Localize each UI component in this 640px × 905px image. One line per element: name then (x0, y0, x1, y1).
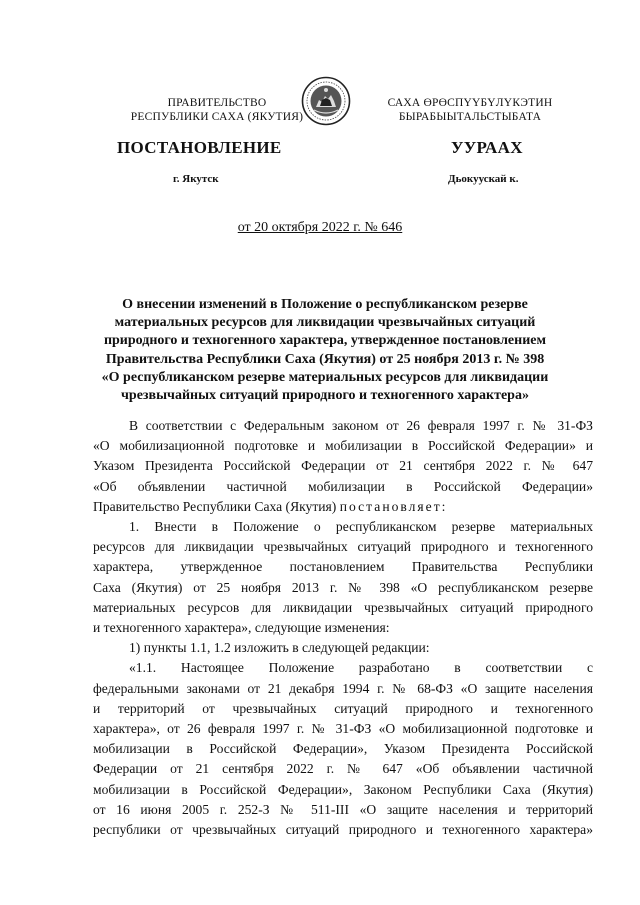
body-line: и техногенного характера», следующие изменения: (93, 620, 390, 636)
body-line: ресурсов для ликвидации чрезвычайных ситуаций природного и техногенного (93, 539, 593, 555)
date-number-line: от 20 октября 2022 г. № 646 (237, 220, 403, 235)
doc-type-ru: ПОСТАНОВЛЕНИЕ (117, 138, 282, 157)
body-line: и территорий от чрезвычайных ситуаций природного и техногенного (93, 700, 593, 716)
title-line: О внесении изменений в Положение о республиканском резерве (122, 297, 528, 312)
body-line: В соответствии с Федеральным законом от 26 февраля 1997 г. № 31-ФЗ (129, 418, 593, 433)
body-line: мобилизации в Российской Федерации», Законом Республики Саха (Якутия) (93, 781, 593, 797)
header-sah-line2: БЫРАБЫЫТАЛЬСТЫБАТА (398, 111, 542, 123)
body-line: мобилизации в Российской Федерации», Указом Президента Российской (93, 741, 593, 757)
body-line: «О мобилизационной подготовке и мобилизации в Российской Федерации» и (93, 438, 593, 454)
header-sah (350, 96, 590, 124)
body-line: Саха (Якутия) от 25 ноября 2013 г. № 398 «О республиканском резерве (93, 579, 593, 595)
body-line: федеральными законами от 21 декабря 1994 г. № 68-ФЗ «О защите населения (93, 680, 593, 696)
body-line-part: Правительство Республики Саха (Якутия) (93, 498, 340, 514)
header-sah-line1: САХА ӨРӨСПҮҮБҮЛҮКЭТИН (387, 97, 553, 109)
body-line: Федерации от 21 сентября 2022 г. № 647 «Об объявлении частичной (93, 761, 593, 777)
city-ru: г. Якутск (173, 173, 219, 185)
body-line: от 16 июня 2005 г. 252-З № 511-III «О защите населения и территорий (93, 801, 593, 817)
city-sah: Дьокуускай к. (448, 173, 519, 185)
body-line: республики от чрезвычайных ситуаций природного и техногенного характера» (93, 822, 593, 838)
title-line: чрезвычайных ситуаций природного и техногенного характера» (121, 388, 529, 404)
title-line: природного и техногенного характера, утвержденное постановлением (103, 333, 547, 349)
body-line: Указом Президента Российской Федерации от 21 сентября 2022 г. № 647 (93, 458, 593, 474)
header-ru-line2: РЕСПУБЛИКИ САХА (ЯКУТИЯ) (130, 111, 304, 123)
body-line: материальных ресурсов для ликвидации чрезвычайных ситуаций природного (93, 599, 593, 615)
title-line: материальных ресурсов для ликвидации чрезвычайных ситуаций (114, 315, 536, 331)
doc-type-sah: УУРААХ (451, 138, 523, 157)
title-line: Правительства Республики Саха (Якутия) от 25 ноября 2013 г. № 398 (105, 351, 545, 367)
sakha-coat-of-arms-icon (301, 76, 351, 126)
body-line: 1. Внести в Положение о республиканском резерве материальных (129, 519, 593, 535)
body-line: 1) пункты 1.1, 1.2 изложить в следующей редакции: (129, 640, 430, 656)
decree-keyword: постановляет: (339, 498, 448, 514)
header-ru (112, 96, 322, 124)
header-ru-line1: ПРАВИТЕЛЬСТВО (167, 97, 267, 109)
document-body (93, 416, 593, 840)
body-line: «Об объявлении частичной мобилизации в Российской Федерации» (93, 478, 593, 494)
document-title (90, 296, 560, 405)
body-line (93, 497, 593, 517)
title-line: «О республиканском резерве материальных ресурсов для ликвидации (101, 369, 549, 385)
body-line: характера», от 26 февраля 1997 г. № 31-ФЗ «О мобилизационной подготовке и (93, 721, 593, 737)
body-line: «1.1. Настоящее Положение разработано в соответствии с (129, 660, 593, 676)
body-line: характера, утвержденное постановлением Правительства Республики (93, 559, 593, 575)
